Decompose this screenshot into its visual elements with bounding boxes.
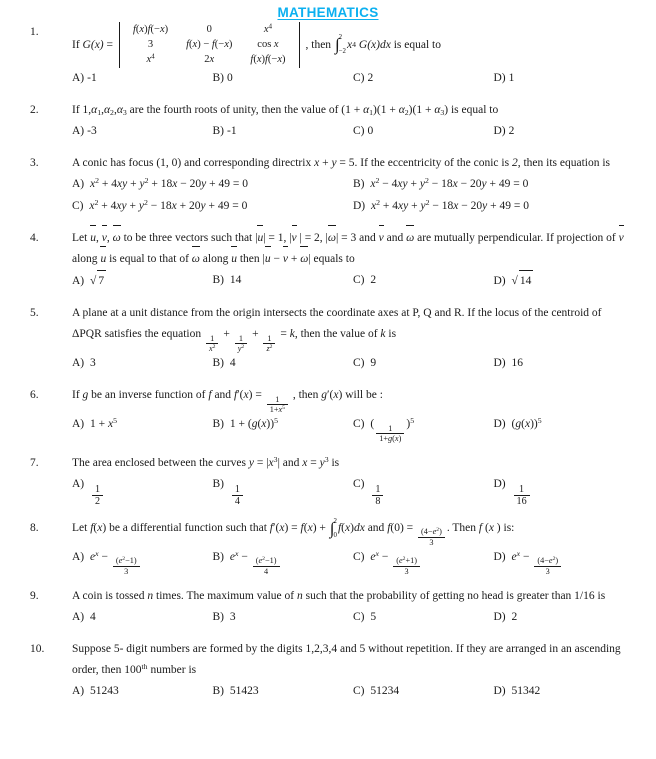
options-row <box>72 607 634 629</box>
option-d[interactable]: D) √ 14 <box>494 270 635 293</box>
question-number: 8. <box>30 521 39 534</box>
question-body <box>62 518 656 576</box>
option-a[interactable]: A) -1 <box>72 71 97 84</box>
options-row <box>72 68 634 90</box>
option-a[interactable]: A) -3 <box>72 124 97 137</box>
question-body <box>62 385 656 443</box>
option-a[interactable]: A) $1 + x^5$ <box>72 416 118 431</box>
options-row <box>72 121 634 143</box>
option-d[interactable]: D) $e^x$ − $\frac{(4-e^2)}{3}$ <box>494 547 635 576</box>
question-item <box>0 518 656 576</box>
question-number: 6. <box>30 389 39 402</box>
options-row <box>72 353 634 375</box>
option-d[interactable]: D) $x^2 + 4xy + y^2 - 18x - 20y + 49 = 0$ <box>353 197 529 212</box>
option-a[interactable]: A) 51243 <box>72 685 119 698</box>
determinant-right-bar <box>299 22 300 68</box>
option-b[interactable]: B) $x^2 - 4xy + y^2 - 18x - 20y + 49 = 0$ <box>353 175 529 190</box>
option-c[interactable]: C) 5 <box>353 611 377 624</box>
option-b[interactable]: B) $e^x$ − $\frac{(e^2-1)}{4}$ <box>213 547 354 576</box>
question-item <box>0 153 656 218</box>
option-d[interactable]: D) $\frac{1}{16}$ <box>494 474 635 508</box>
option-c[interactable]: C) 2 <box>353 274 377 287</box>
question-number: 4. <box>30 231 39 244</box>
option-b[interactable]: B) 14 <box>212 274 242 287</box>
question-text: A plane at a unit distance from the origin intersects the coordinate axes at P, Q and R. If the locus of the centroid of ΔPQR satisfies the equation $\frac{1}{x^2}$ + $\frac{1}{y^2}$ + $\frac{1}{z^2}$ = k, then the value of k is <box>72 306 602 353</box>
option-c[interactable]: C) $x^2 + 4xy + y^2 - 18x + 20y + 49 = 0$ <box>72 197 248 212</box>
question-number: 1. <box>30 26 39 38</box>
option-c[interactable]: C) ( $\frac{1}{1+g(x)}$ )$^5$ <box>353 416 415 443</box>
question-text: A coin is tossed n times. The maximum value of n such that the probability of getting no head is greater than 1/16 is <box>72 589 606 602</box>
option-d[interactable]: D) $(g(x))^5$ <box>493 416 542 431</box>
option-a[interactable]: A) 3 <box>72 357 96 370</box>
option-c[interactable]: C) 0 <box>353 124 374 137</box>
question-text: If G (x) = f(x)f(−x) 0 $x^4$ 3 f(x) − f(−x) cos x $x^4$ 2x f(x)f(−x) , then ∫ 2 −2 x 4 G (x)d x is equal to <box>72 22 634 68</box>
question-body <box>62 303 656 375</box>
question-item <box>0 303 656 375</box>
question-body <box>62 153 656 218</box>
options-row <box>72 547 634 576</box>
question-body <box>62 639 656 703</box>
option-c[interactable]: C) $e^x$ − $\frac{(e^2+1)}{3}$ <box>353 547 494 576</box>
question-body <box>62 586 656 629</box>
options-row <box>72 270 634 293</box>
question-text: If $1,\alpha_1,\alpha_2,\alpha_3$ are the fourth roots of unity, then the value of $(1 + \alpha_1)(1 + \alpha_2)(1 + \alpha_3)$ is equal to <box>72 103 499 117</box>
option-d[interactable]: D) 2 <box>493 611 518 624</box>
option-b[interactable]: B) $1 + (g(x))^5$ <box>212 416 278 431</box>
option-a[interactable]: A) 4 <box>72 611 96 624</box>
question-number: 7. <box>30 457 39 470</box>
options-row <box>72 414 634 443</box>
option-c[interactable]: C) 9 <box>353 357 377 370</box>
question-body <box>62 22 656 90</box>
question-body <box>62 228 656 293</box>
options-row <box>72 474 634 508</box>
question-item <box>0 22 656 90</box>
question-number: 9. <box>30 589 39 602</box>
question-text: A conic has focus (1, 0) and corresponding directrix x + y = 5. If the eccentricity of the conic is 2, then its equation is <box>72 156 611 169</box>
question-list <box>0 22 656 703</box>
question-item <box>0 453 656 508</box>
determinant-matrix: f(x)f(−x) 0 $x^4$ 3 f(x) − f(−x) cos x $x^4$ 2x f(x)f(−x) <box>115 22 304 68</box>
option-c[interactable]: C) 2 <box>353 71 374 84</box>
option-d[interactable]: D) 1 <box>493 71 515 84</box>
question-item <box>0 385 656 443</box>
question-number: 2. <box>30 103 39 116</box>
option-c[interactable]: C) 51234 <box>353 685 400 698</box>
option-b[interactable]: B) -1 <box>212 124 237 137</box>
question-item <box>0 228 656 293</box>
question-text: Let f(x) be a differential function such that f′(x) = f(x) + ∫ 2 0 f(x)dx and f(0) = $\frac{(4-e^2)}{3}$ . Then f (x ) is: <box>72 518 515 547</box>
page-title: MATHEMATICS <box>277 5 379 20</box>
question-text: Let u, v, ω to be three vectors such that |u| = 1, |v | = 2, |ω| = 3 and v and ω are mutually perpendicular. If projection of v along u is equal to that of ω along u then |u − v + ω| equals to <box>72 228 634 271</box>
question-number: 5. <box>30 306 39 319</box>
question-text: The area enclosed between the curves $y = |x^3|$ and $x = y^3$ is <box>72 455 340 470</box>
options-row <box>72 174 634 218</box>
question-item <box>0 639 656 703</box>
question-number: 3. <box>30 156 39 169</box>
option-d[interactable]: D) 16 <box>493 357 524 370</box>
option-b[interactable]: B) 0 <box>212 71 233 84</box>
option-a[interactable]: A) $x^2 + 4xy + y^2 + 18x - 20y + 49 = 0$ <box>72 175 248 190</box>
option-a[interactable]: A) $\frac{1}{2}$ <box>72 474 213 508</box>
determinant-left-bar <box>119 22 120 68</box>
option-a[interactable]: A) $e^x$ − $\frac{(e^2-1)}{3}$ <box>72 547 213 576</box>
question-text: If g be an inverse function of f and f′(x) = $\frac{1}{1+x^5}$ , then g′(x) will be : <box>72 389 383 414</box>
question-number: 10. <box>30 642 45 655</box>
question-item <box>0 100 656 143</box>
option-b[interactable]: B) 4 <box>212 357 236 370</box>
question-item <box>0 586 656 629</box>
option-b[interactable]: B) 3 <box>212 611 236 624</box>
question-body <box>62 453 656 508</box>
option-d[interactable]: D) 51342 <box>493 685 541 698</box>
option-c[interactable]: C) $\frac{1}{8}$ <box>353 474 494 508</box>
integral-expression: ∫ 2 −2 <box>334 34 347 55</box>
option-a[interactable]: A) √ 7 <box>72 270 213 293</box>
question-body <box>62 100 656 143</box>
options-row <box>72 681 634 703</box>
question-text: Suppose 5- digit numbers are formed by the digits 1,2,3,4 and 5 without repetition. If they are arranged in an ascending order, then 100th number is <box>72 642 621 677</box>
option-b[interactable]: B) $\frac{1}{4}$ <box>213 474 354 508</box>
option-b[interactable]: B) 51423 <box>212 685 259 698</box>
option-d[interactable]: D) 2 <box>493 124 515 137</box>
